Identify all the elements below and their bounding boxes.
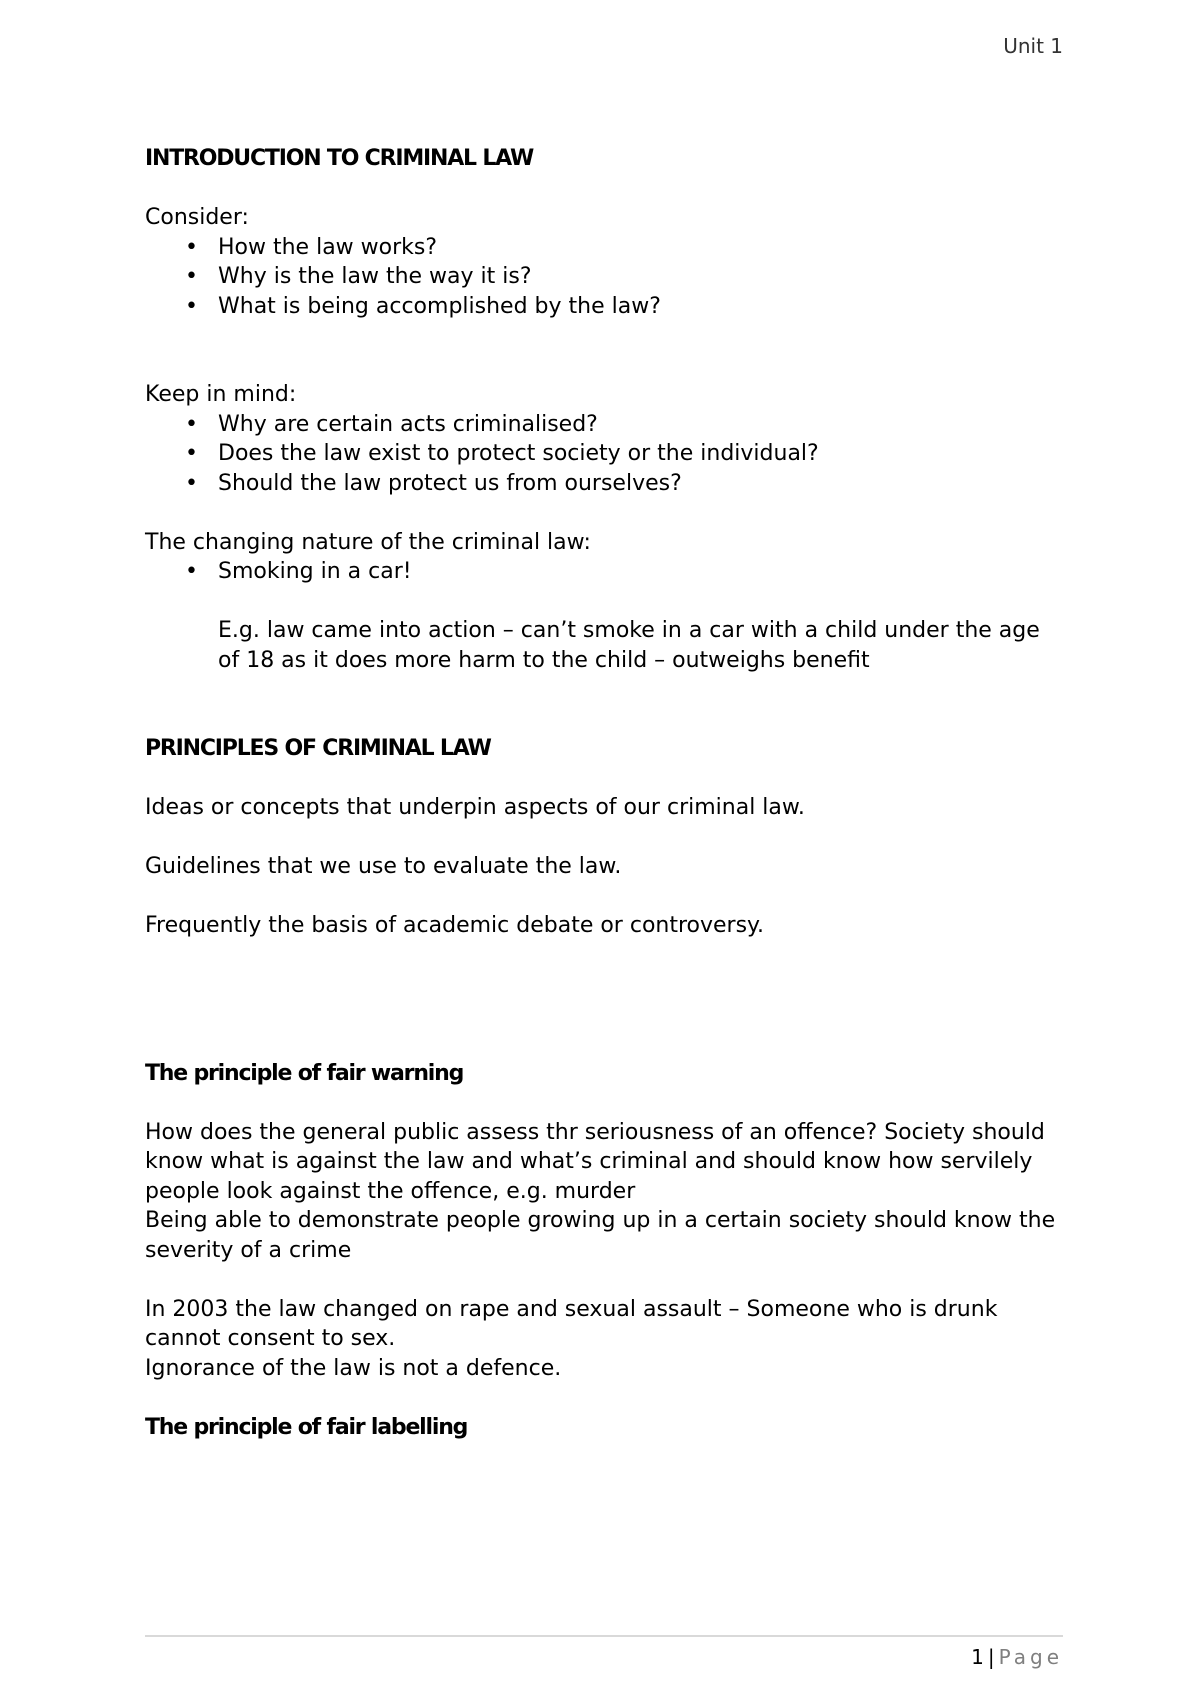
bullet-icon: • [185,293,198,319]
fair-warning-heading: The principle of fair warning [145,1060,464,1086]
footer-divider [145,1635,1063,1637]
header-unit-label: Unit 1 [1003,34,1063,58]
bullet-icon: • [185,441,198,466]
fair-warning-paragraph: Being able to demonstrate people growing up in a certain society should know the severity of a crime [145,1208,1056,1263]
principles-paragraph: Ideas or concepts that underpin aspects of our criminal law. [145,795,805,820]
page-number: 1 [971,1645,984,1669]
principles-paragraph: Frequently the basis of academic debate or controversy. [145,913,764,938]
page-separator: | [987,1645,995,1669]
footer-page-number [971,1645,1063,1669]
fair-warning-paragraph: Ignorance of the law is not a defence. [145,1355,562,1381]
list-item: • Should the law protect us from ourselves? [145,469,1065,499]
consider-list [145,233,1065,322]
fair-labelling-heading: The principle of fair labelling [145,1414,468,1440]
list-item: • Does the law exist to protect society or the individual? [145,439,1065,469]
changing-nature-example: E.g. law came into action – can’t smoke in a car with a child under the age of 18 as it does more harm to the child – outweighs benefit [218,618,1040,673]
bullet-icon: • [185,559,198,584]
intro-heading: INTRODUCTION TO CRIMINAL LAW [145,146,534,171]
bullet-icon: • [185,411,198,437]
consider-label: Consider: [145,205,249,230]
changing-nature-list [145,557,1065,587]
principles-paragraph: Guidelines that we use to evaluate the law. [145,854,622,879]
list-item: • Why is the law the way it is? [145,262,1065,292]
bullet-icon: • [185,264,198,289]
bullet-icon: • [185,234,198,260]
bullet-icon: • [185,470,198,496]
principles-heading: PRINCIPLES OF CRIMINAL LAW [145,736,491,761]
list-item: • Why are certain acts criminalised? [145,410,1065,440]
keep-in-mind-label: Keep in mind: [145,382,297,407]
keep-in-mind-list [145,410,1065,499]
list-item: • What is being accomplished by the law? [145,292,1065,322]
document-body [145,144,1065,1442]
list-item: • How the law works? [145,233,1065,263]
fair-warning-paragraph: In 2003 the law changed on rape and sexual assault – Someone who is drunk cannot consent to sex. [145,1296,998,1351]
list-item: • Smoking in a car! [145,557,1065,587]
fair-warning-paragraph: How does the general public assess thr seriousness of an offence? Society should know what is against the law and what’s criminal and should know how servilely people look against the offence, e.g. murder [145,1119,1045,1204]
page-word: Page [998,1645,1063,1669]
changing-nature-label: The changing nature of the criminal law: [145,529,591,555]
